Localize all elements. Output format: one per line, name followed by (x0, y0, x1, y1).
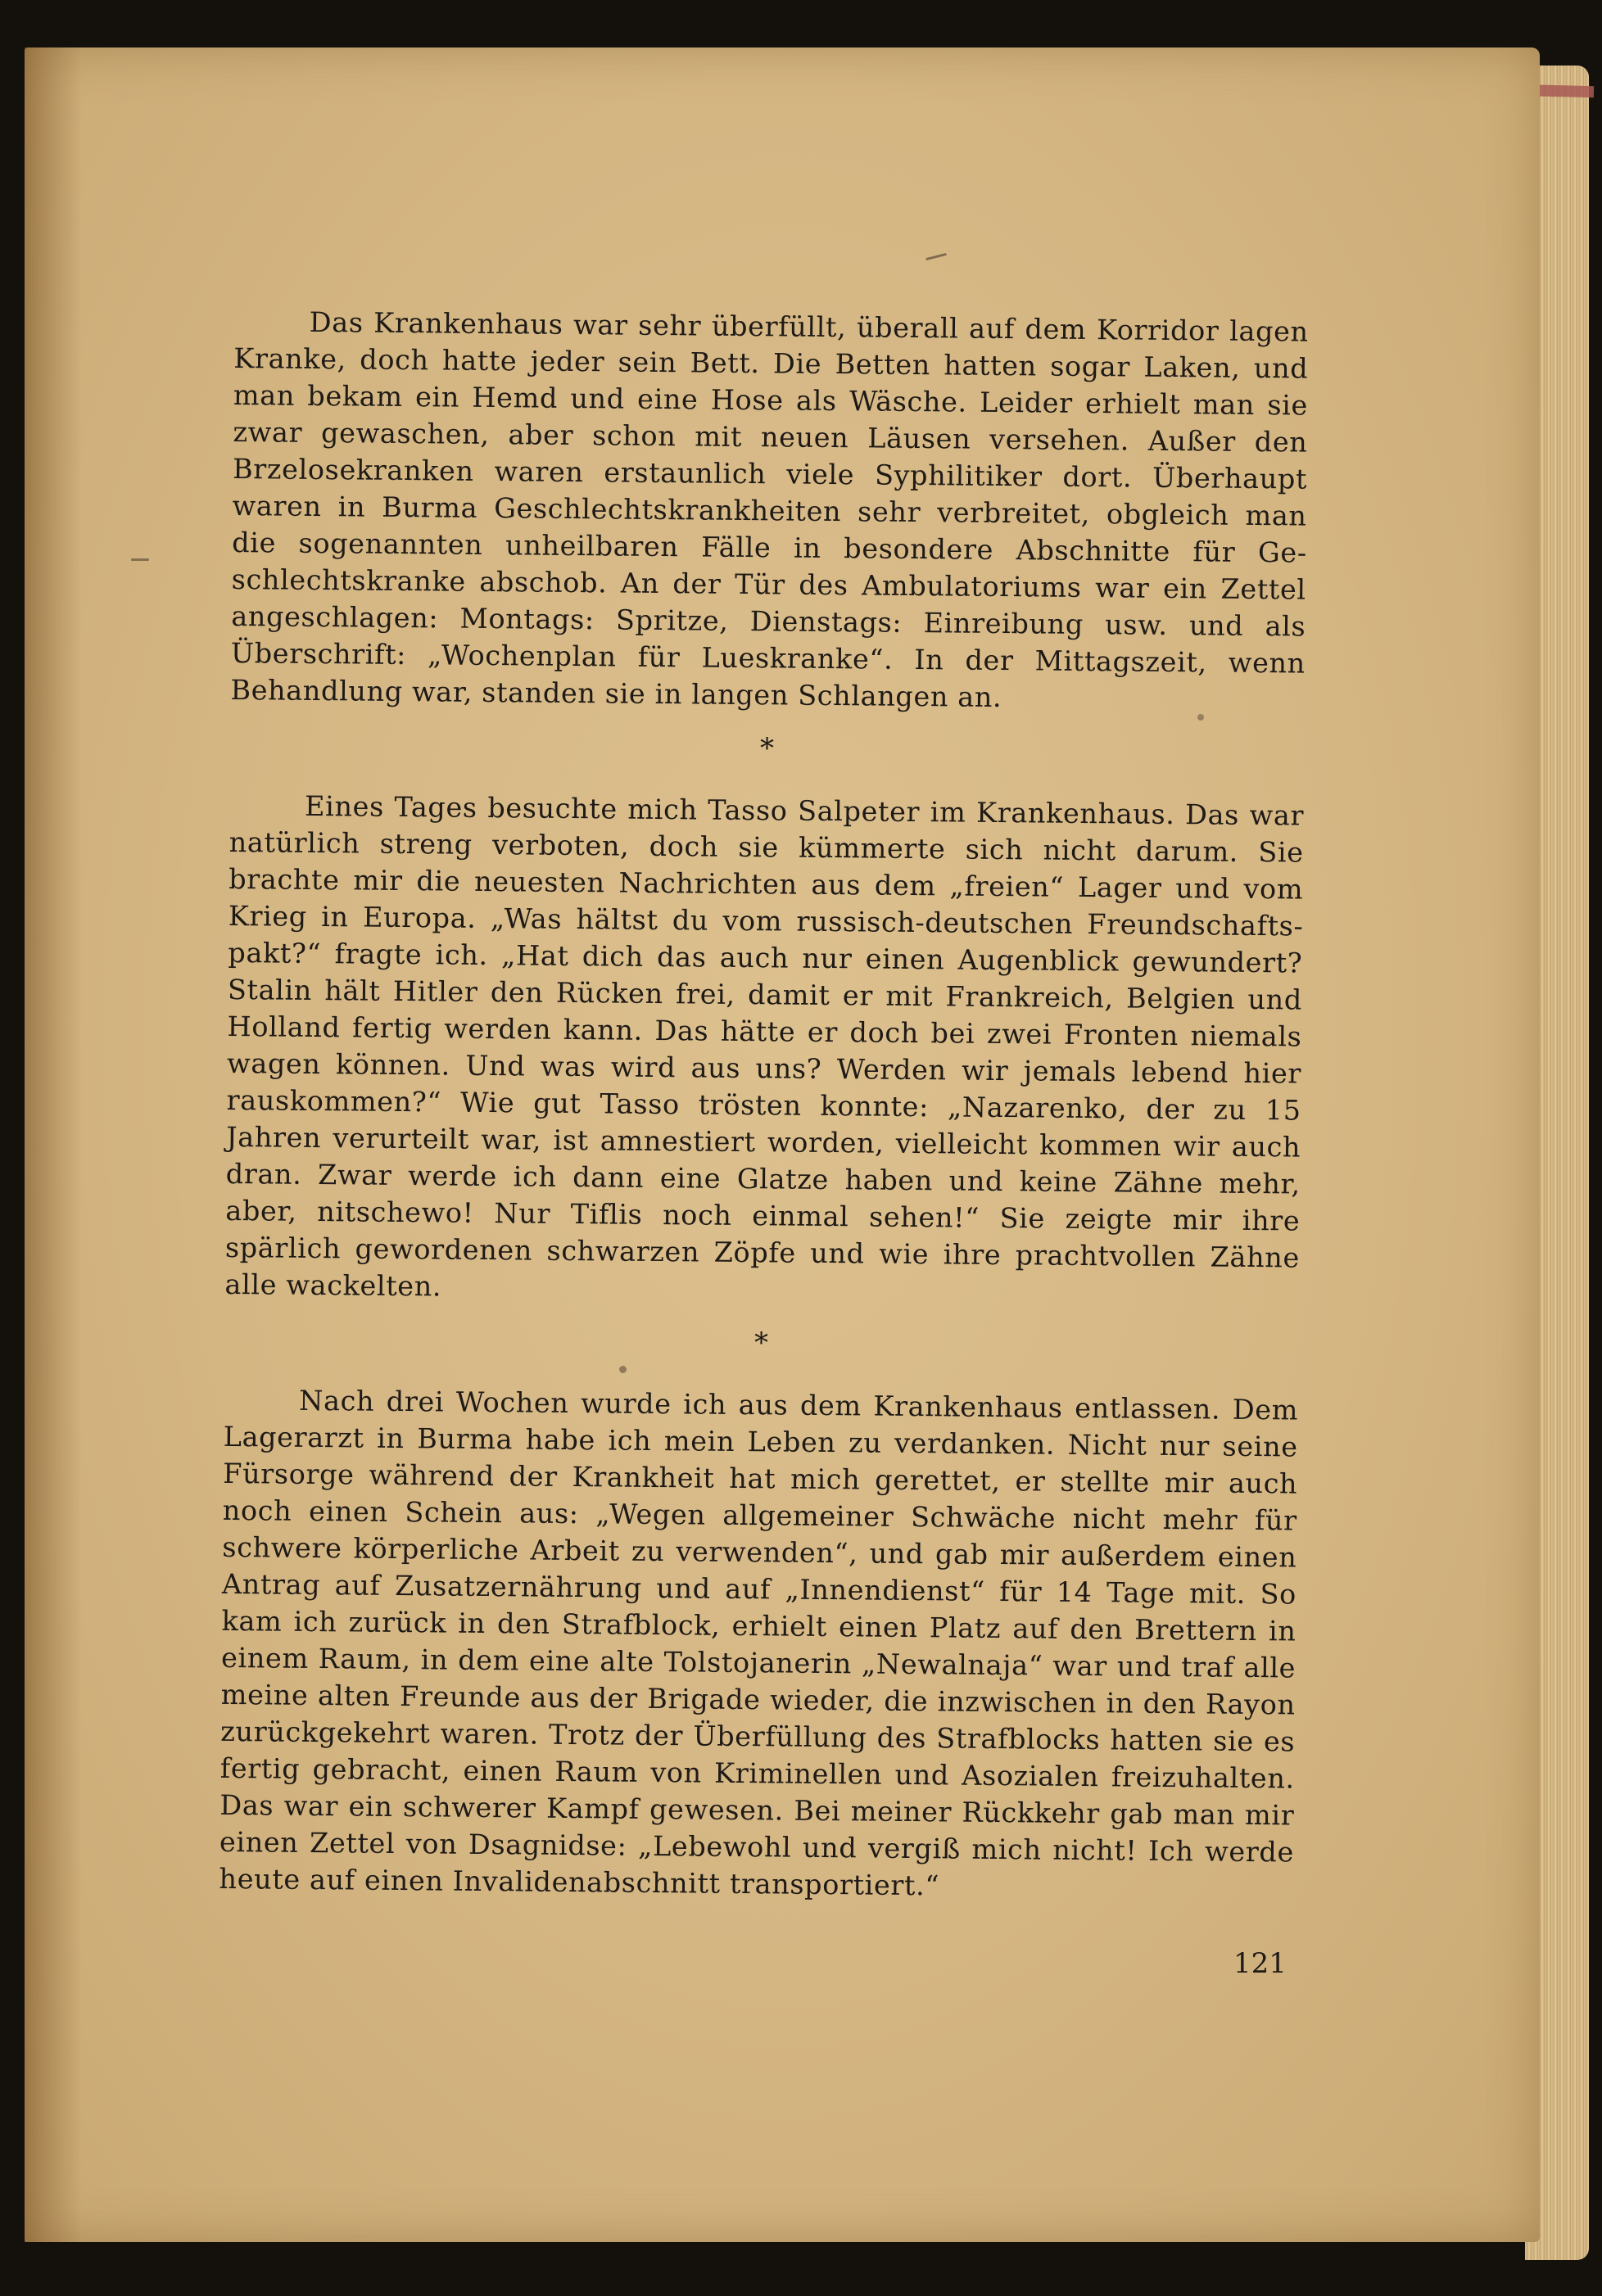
section-separator: * (753, 1327, 769, 1360)
section-separator: * (759, 732, 775, 766)
paper-speck (131, 558, 149, 561)
page-body (219, 303, 1309, 1908)
page-gutter-shadow (25, 47, 82, 2242)
page-number: 121 (1233, 1947, 1287, 1980)
paper-speck (619, 1366, 627, 1373)
paragraph-hospital: Das Krankenhaus war sehr überfüllt, überall auf dem Korridor lagen Kranke, doch hatte jeder sein Bett. Die Betten hatten sogar Laken, und man bekam ein Hemd und eine Hose als Wäsche. Leider erhielt man sie zwar gewaschen, aber schon mit neuen Läusen versehen. Außer den Brzelosekranken waren erstaunlich viele Syphilitiker dort. Überhaupt waren in Burma Geschlechtskrankheiten sehr verbreitet, obgleich man die sogenannten unheilbaren Fälle in besondere Abschnitte für Geschlechtskranke abschob. An der Tür des Ambulatoriums war ein Zettel angeschlagen: Montags: Spritze, Dienstags: Einreibung usw. und als Überschrift: „Wochenplan für Lueskranke“. In der Mittagszeit, wenn Behandlung war, standen sie in langen Schlangen an. (230, 305, 1309, 714)
paper-speck (1197, 714, 1204, 721)
paragraph-tasso-visit: Eines Tages besuchte mich Tasso Salpeter im Krankenhaus. Das war natürlich streng verboten, doch sie kümmerte sich nicht darum. Sie brachte mir die neuesten Nachrichten aus dem „freien“ Lager und vom Krieg in Europa. „Was hältst du vom russisch-deutschen Freundschaftspakt?“ fragte ich. „Hat dich das auch nur einen Augenblick gewundert? Stalin hält Hitler den Rücken frei, damit er mit Frankreich, Belgien und Holland fertig werden kann. Das hätte er doch bei zwei Fronten niemals wagen können. Und was wird aus uns? Werden wir jemals lebend hier rauskommen?“ Wie gut Tasso trösten konnte: „Nazarenko, der zu 15 Jahren verurteilt war, ist amnestiert worden, vielleicht kommen wir auch dran. Zwar werde ich dann eine Glatze haben und keine Zähne mehr, aber, nitschewo! Nur Tiflis noch einmal sehen!“ Sie zeigte mir ihre spärlich gewordenen schwarzen Zöpfe und wie ihre prachtvollen Zähne alle wackelten. (224, 789, 1305, 1303)
paragraph-discharge: Nach drei Wochen wurde ich aus dem Krankenhaus entlassen. Dem Lagerarzt in Burma habe ich mein Leben zu verdanken. Nicht nur seine Fürsorge während der Krankheit hat mich gerettet, er stellte mir auch noch einen Schein aus: „Wegen allgemeiner Schwäche nicht mehr für schwere körperliche Arbeit zu verwenden“, und gab mir außerdem einen Antrag auf Zusatzernährung und auf „Innendienst“ für 14 Tage mit. So kam ich zurück in den Strafblock, erhielt einen Platz auf den Brettern in einem Raum, in dem eine alte Tolstojanerin „Newalnaja“ war und traf alle meine alten Freunde aus der Brigade wieder, die inzwischen in den Rayon zurückgekehrt waren. Trotz der Überfüllung des Strafblocks hatten sie es fertig gebracht, einen Raum von Kriminellen und Asozialen freizuhalten. Das war ein schwerer Kampf gewesen. Bei meiner Rückkehr gab man mir einen Zettel von Dsagnidse: „Lebewohl und vergiß mich nicht! Ich werde heute auf einen Invalidenabschnitt transportiert.“ (219, 1384, 1299, 1902)
